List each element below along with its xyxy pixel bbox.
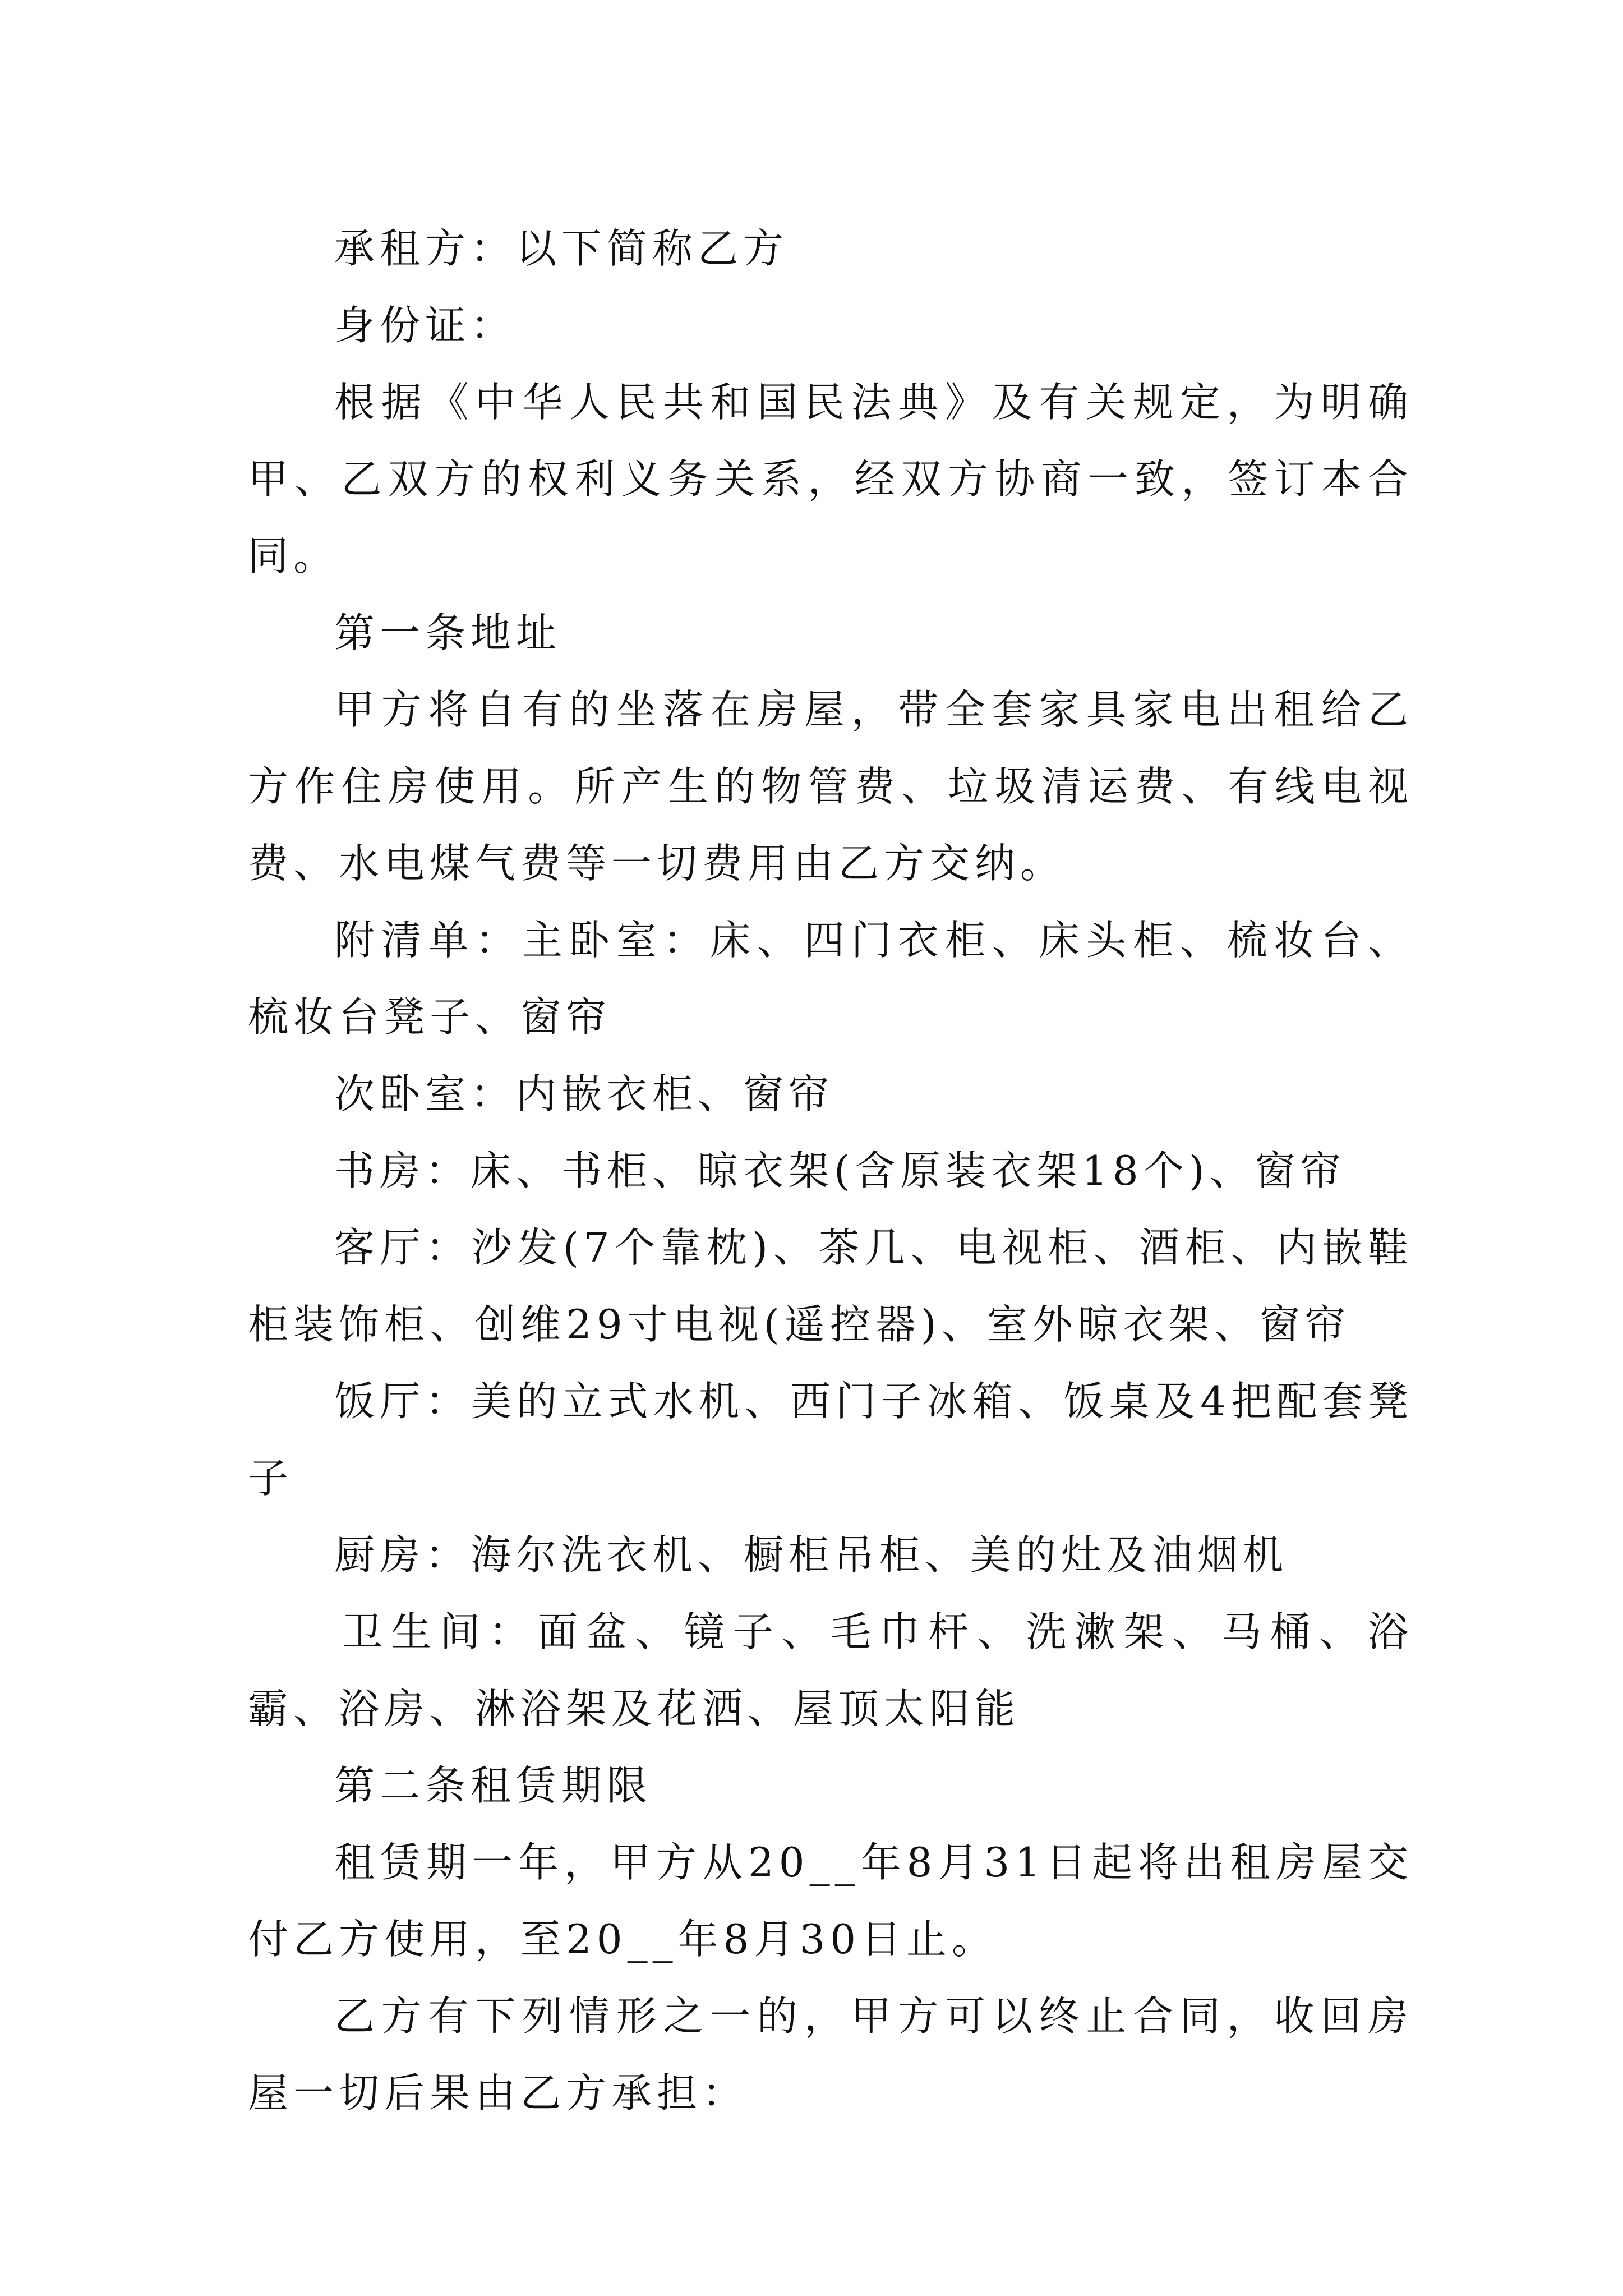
- paragraph-kitchen: 厨房：海尔洗衣机、橱柜吊柜、美的灶及油烟机: [334, 1531, 1289, 1579]
- paragraph-second-bedroom: 次卧室：内嵌衣柜、窗帘: [334, 1070, 834, 1117]
- heading-article-2: 第二条租赁期限: [334, 1762, 653, 1809]
- paragraph-master-bedroom: 附清单：主卧室：床、四门衣柜、床头柜、梳妆台、梳妆台凳子、窗帘: [248, 917, 1413, 1041]
- paragraph-legal-basis: 根据《中华人民共和国民法典》及有关规定，为明确甲、乙双方的权利义务关系，经双方协商一致，签订本合同。: [248, 379, 1413, 579]
- paragraph-property: 甲方将自有的坐落在房屋，带全套家具家电出租给乙方作住房使用。所产生的物管费、垃圾清运费、有线电视费、水电煤气费等一切费用由乙方交纳。: [248, 686, 1413, 887]
- paragraph-id-card: 身份证：: [334, 302, 517, 349]
- heading-article-1: 第一条地址: [334, 609, 562, 656]
- paragraph-lease-term: 租赁期一年，甲方从20__年8月31日起将出租房屋交付乙方使用，至20__年8月30日止。: [248, 1839, 1413, 1963]
- paragraph-bathroom: 卫生间：面盆、镜子、毛巾杆、洗漱架、马桶、浴霸、浴房、淋浴架及花洒、屋顶太阳能: [248, 1608, 1413, 1732]
- paragraph-dining-room: 饭厅：美的立式水机、西门子冰箱、饭桌及4把配套凳子: [248, 1378, 1413, 1502]
- paragraph-tenant: 承租方：以下简称乙方: [334, 225, 789, 272]
- paragraph-living-room: 客厅：沙发(7个靠枕)、茶几、电视柜、酒柜、内嵌鞋柜装饰柜、创维29寸电视(遥控器)、室外晾衣架、窗帘: [248, 1224, 1413, 1348]
- paragraph-study: 书房：床、书柜、晾衣架(含原装衣架18个)、窗帘: [334, 1147, 1346, 1194]
- document-body: [248, 210, 1413, 2132]
- paragraph-termination: 乙方有下列情形之一的，甲方可以终止合同，收回房屋一切后果由乙方承担：: [248, 1993, 1413, 2116]
